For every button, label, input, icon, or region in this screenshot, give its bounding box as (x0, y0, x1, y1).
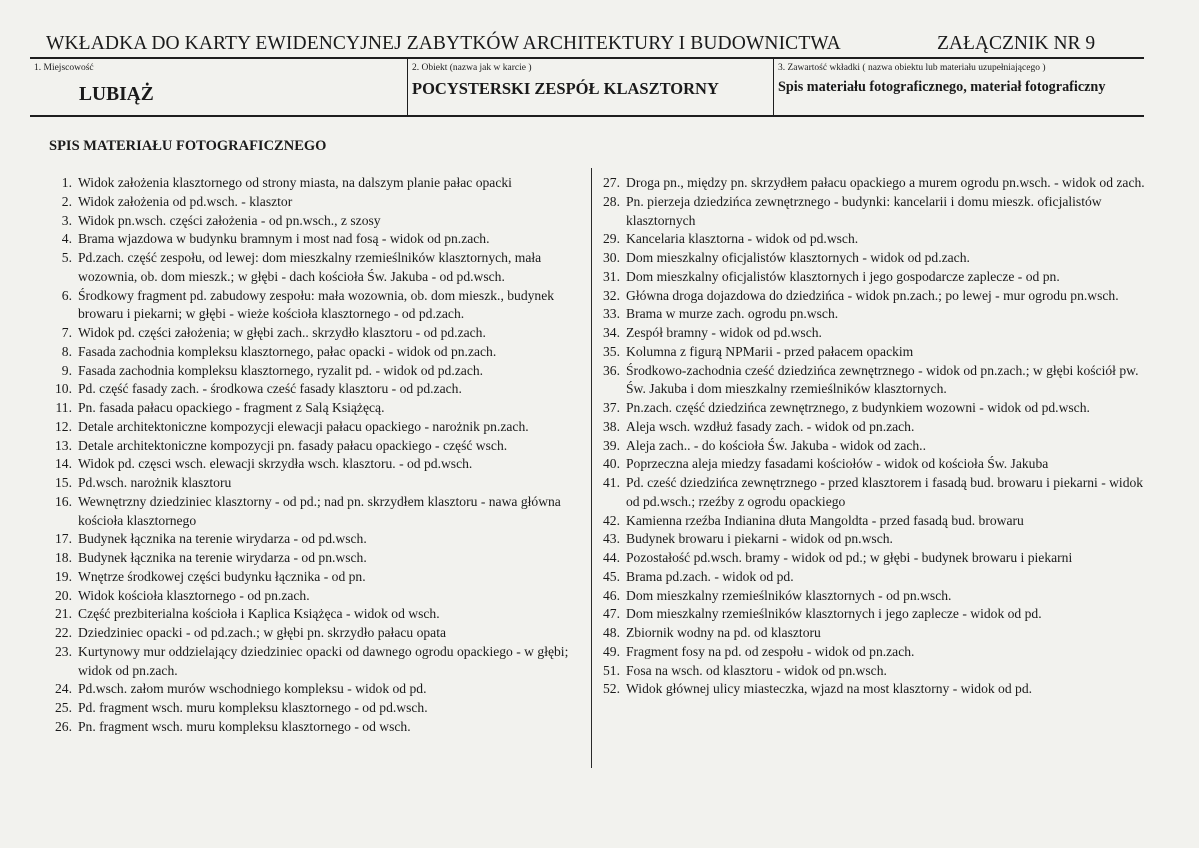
item-number: 5. (61, 250, 72, 265)
locality-label: 1. Miejscowość (34, 63, 94, 73)
item-text: Widok kościoła klasztornego - od pn.zach. (78, 587, 310, 603)
item-number: 49. (603, 643, 620, 659)
item-number: 6. (61, 287, 72, 303)
item-number: 18. (55, 550, 72, 565)
item-text: Kamienna rzeźba Indianina dłuta Mangoldta - przed fasadą bud. browaru (626, 512, 1024, 528)
item-text: Zbiornik wodny na pd. od klasztoru (626, 625, 821, 640)
list-item (46, 212, 586, 231)
item-text: Detale architektoniczne kompozycji elewacji pałacu opackiego - narożnik pn.zach. (78, 418, 529, 434)
item-text: Brama w murze zach. ogrodu pn.wsch. (626, 306, 839, 322)
item-text: Detale architektoniczne kompozycji pn. fasady pałacu opackiego - część wsch. (78, 437, 508, 453)
item-text: Pd.wsch. narożnik klasztoru (78, 475, 232, 490)
list-item (46, 455, 586, 474)
list-item (594, 418, 1146, 437)
list-item (594, 624, 1146, 643)
list-item (594, 512, 1146, 531)
list-item (46, 193, 586, 212)
list-item (46, 249, 586, 287)
list-item (46, 174, 586, 193)
photo-list-left (46, 174, 586, 737)
item-text: Środkowo-zachodnia cześć dziedzińca zewnętrznego - widok od pn.zach.; w głębi kościół pw. Św. Jakuba i dom mieszkalny rzemieślników klasztornych. (626, 362, 1139, 397)
document-title: WKŁADKA DO KARTY EWIDENCYJNEJ ZABYTKÓW ARCHITEKTURY I BUDOWNICTWA (46, 33, 841, 54)
list-item (594, 230, 1146, 249)
list-item (46, 680, 586, 699)
item-text: Kolumna z figurą NPMarii - przed pałacem opackim (626, 343, 914, 359)
item-number: 7. (61, 325, 72, 340)
list-item (594, 193, 1146, 231)
list-item (46, 699, 586, 718)
item-text: Dom mieszkalny rzemieślników klasztornych i jego zaplecze - widok od pd. (626, 606, 1042, 622)
item-number: 51. (603, 662, 620, 678)
item-text: Widok pd. części założenia; w głębi zach.. skrzydło klasztoru - od pd.zach. (78, 325, 486, 340)
item-text: Budynek łącznika na terenie wirydarza - od pn.wsch. (78, 550, 367, 565)
item-number: 9. (61, 362, 72, 378)
item-number: 16. (55, 493, 72, 509)
list-item (594, 474, 1146, 512)
item-number: 4. (61, 231, 72, 247)
item-text: Pd. fragment wsch. muru kompleksu klasztornego - od pd.wsch. (78, 700, 428, 715)
list-item (46, 437, 586, 456)
item-number: 39. (603, 437, 620, 453)
column-divider (591, 168, 592, 768)
item-text: Wnętrze środkowej części budynku łącznika - od pn. (78, 568, 366, 584)
item-number: 37. (603, 400, 620, 415)
list-item (594, 605, 1146, 624)
item-text: Pozostałość pd.wsch. bramy - widok od pd.; w głębi - budynek browaru i piekarni (626, 550, 1073, 565)
list-item (594, 305, 1146, 324)
item-text: Fosa na wsch. od klasztoru - widok od pn.wsch. (626, 662, 887, 678)
item-number: 43. (603, 531, 620, 547)
item-text: Fasada zachodnia kompleksu klasztornego, ryzalit pd. - widok od pd.zach. (78, 362, 484, 378)
list-item (594, 530, 1146, 549)
content-value: Spis materiału fotograficznego, materiał fotograficzny (778, 79, 1106, 95)
item-number: 26. (55, 718, 72, 734)
item-number: 17. (55, 531, 72, 547)
item-text: Pd.wsch. załom murów wschodniego kompleksu - widok od pd. (78, 681, 427, 697)
item-text: Budynek łącznika na terenie wirydarza - od pd.wsch. (78, 531, 367, 547)
list-item (46, 493, 586, 531)
item-text: Fragment fosy na pd. od zespołu - widok od pn.zach. (626, 643, 915, 659)
item-text: Aleja wsch. wzdłuż fasady zach. - widok od pn.zach. (626, 418, 915, 434)
item-text: Kurtynowy mur oddzielający dziedziniec opacki od dawnego ogrodu opackiego - w głębi; widok od pn.zach. (78, 643, 569, 678)
item-number: 12. (55, 418, 72, 434)
item-text: Pd.zach. część zespołu, od lewej: dom mieszkalny rzemieślników klasztornych, mała wozownia, ob. dom mieszk.; w głębi - dach kościoła Św. Jakuba - od pd.wsch. (78, 250, 542, 284)
list-item (594, 174, 1146, 193)
item-number: 13. (55, 437, 72, 453)
list-item (594, 437, 1146, 456)
item-text: Kancelaria klasztorna - widok od pd.wsch. (626, 231, 859, 247)
item-number: 15. (55, 475, 72, 490)
item-number: 48. (603, 625, 620, 640)
item-number: 41. (603, 475, 620, 490)
item-number: 32. (603, 287, 620, 303)
item-text: Poprzeczna aleja miedzy fasadami kościołów - widok od kościoła Św. Jakuba (626, 456, 1049, 472)
item-text: Dom mieszkalny rzemieślników klasztornych - od pn.wsch. (626, 587, 952, 603)
list-item (594, 343, 1146, 362)
item-text: Widok pd. częsci wsch. elewacji skrzydła wsch. klasztoru. - od pd.wsch. (78, 456, 473, 472)
item-number: 52. (603, 681, 620, 697)
section-heading: SPIS MATERIAŁU FOTOGRAFICZNEGO (49, 138, 327, 154)
item-number: 24. (55, 681, 72, 697)
item-number: 10. (55, 381, 72, 397)
list-item (594, 362, 1146, 400)
header-rule-top (30, 57, 1144, 59)
item-number: 14. (55, 456, 72, 472)
list-item (46, 362, 586, 381)
list-item (46, 568, 586, 587)
item-number: 47. (603, 606, 620, 622)
list-item (46, 624, 586, 643)
item-number: 8. (61, 343, 72, 359)
object-label: 2. Obiekt (nazwa jak w karcie ) (412, 63, 532, 73)
item-text: Pn.zach. część dziedzińca zewnętrznego, z budynkiem wozowni - widok od pd.wsch. (626, 400, 1090, 415)
annex-number: ZAŁĄCZNIK NR 9 (937, 33, 1096, 54)
list-item (594, 568, 1146, 587)
content-label: 3. Zawartość wkładki ( nazwa obiektu lub materiału uzupełniającego ) (778, 63, 1046, 73)
item-number: 25. (55, 700, 72, 715)
item-number: 29. (603, 231, 620, 247)
list-item (46, 418, 586, 437)
list-item (594, 268, 1146, 287)
locality-value: LUBIĄŻ (79, 84, 154, 105)
item-number: 11. (55, 400, 72, 415)
item-number: 22. (55, 625, 72, 640)
item-text: Pn. pierzeja dziedzińca zewnętrznego - budynki: kancelarii i domu mieszk. oficjalistów klasztornych (626, 193, 1102, 228)
item-text: Pn. fragment wsch. muru kompleksu klasztornego - od wsch. (78, 718, 411, 734)
object-value: POCYSTERSKI ZESPÓŁ KLASZTORNY (412, 79, 719, 98)
item-number: 35. (603, 343, 620, 359)
item-text: Pn. fasada pałacu opackiego - fragment z Salą Książęcą. (78, 400, 385, 415)
item-number: 45. (603, 568, 620, 584)
item-text: Droga pn., między pn. skrzydłem pałacu opackiego a murem ogrodu pn.wsch. - widok od zach. (626, 175, 1145, 190)
item-number: 3. (61, 212, 72, 228)
item-text: Brama pd.zach. - widok od pd. (626, 568, 794, 584)
item-text: Widok założenia od pd.wsch. - klasztor (78, 193, 293, 209)
item-number: 42. (603, 512, 620, 528)
item-number: 40. (603, 456, 620, 472)
item-text: Pd. cześć dziedzińca zewnętrznego - przed klasztorem i fasadą bud. browaru i piekarni - widok od pd.wsch.; rzeźby z ogrodu opackiego (626, 475, 1144, 509)
item-number: 38. (603, 418, 620, 434)
item-number: 44. (603, 550, 620, 565)
item-text: Zespół bramny - widok od pd.wsch. (626, 325, 822, 340)
item-number: 20. (55, 587, 72, 603)
item-text: Wewnętrzny dziedziniec klasztorny - od pd.; nad pn. skrzydłem klasztoru - nawa główna kościoła klasztornego (78, 493, 561, 528)
item-text: Aleja zach.. - do kościoła Św. Jakuba - widok od zach.. (626, 437, 926, 453)
item-number: 33. (603, 306, 620, 322)
list-item (594, 549, 1146, 568)
list-item (46, 399, 586, 418)
list-item (46, 287, 586, 325)
item-text: Pd. część fasady zach. - środkowa cześć fasady klasztoru - od pd.zach. (78, 381, 462, 397)
item-text: Widok pn.wsch. części założenia - od pn.wsch., z szosy (78, 212, 381, 228)
list-item (594, 680, 1146, 699)
list-item (46, 380, 586, 399)
field-divider (773, 59, 774, 115)
item-number: 2. (61, 193, 72, 209)
item-number: 30. (603, 250, 620, 265)
list-item (46, 587, 586, 606)
list-item (594, 324, 1146, 343)
item-number: 36. (603, 362, 620, 378)
item-text: Część prezbiterialna kościoła i Kaplica Książęca - widok od wsch. (78, 606, 440, 622)
item-number: 34. (603, 325, 620, 340)
item-text: Budynek browaru i piekarni - widok od pn.wsch. (626, 531, 893, 547)
header-rule-bottom (30, 115, 1144, 117)
list-item (46, 549, 586, 568)
list-item (46, 343, 586, 362)
photo-list-right (594, 174, 1146, 699)
list-item (46, 324, 586, 343)
item-text: Środkowy fragment pd. zabudowy zespołu: mała wozownia, ob. dom mieszk., budynek browaru i piekarni; w głębi - wieże kościoła klasztornego - od pd.zach. (78, 287, 555, 322)
item-text: Widok założenia klasztornego od strony miasta, na dalszym planie pałac opacki (78, 175, 512, 190)
item-number: 46. (603, 587, 620, 603)
list-item (594, 662, 1146, 681)
list-item (594, 587, 1146, 606)
list-item (594, 287, 1146, 306)
item-number: 1. (61, 175, 72, 190)
item-text: Widok głównej ulicy miasteczka, wjazd na most klasztorny - widok od pd. (626, 681, 1033, 697)
item-text: Dziedziniec opacki - od pd.zach.; w głębi pn. skrzydło pałacu opata (78, 625, 447, 640)
item-text: Brama wjazdowa w budynku bramnym i most nad fosą - widok od pn.zach. (78, 231, 490, 247)
field-divider (407, 59, 408, 115)
list-item (594, 249, 1146, 268)
item-text: Dom mieszkalny oficjalistów klasztornych i jego gospodarcze zaplecze - od pn. (626, 268, 1060, 284)
list-item (594, 399, 1146, 418)
list-item (594, 455, 1146, 474)
item-number: 19. (55, 568, 72, 584)
list-item (594, 643, 1146, 662)
item-text: Główna droga dojazdowa do dziedzińca - widok pn.zach.; po lewej - mur ogrodu pn.wsch. (626, 287, 1119, 303)
item-number: 27. (603, 175, 620, 190)
list-item (46, 718, 586, 737)
list-item (46, 474, 586, 493)
item-text: Dom mieszkalny oficjalistów klasztornych - widok od pd.zach. (626, 250, 970, 265)
item-number: 23. (55, 643, 72, 659)
list-item (46, 530, 586, 549)
item-number: 21. (55, 606, 72, 622)
item-number: 28. (603, 193, 620, 209)
list-item (46, 643, 586, 681)
list-item (46, 605, 586, 624)
item-text: Fasada zachodnia kompleksu klasztornego, pałac opacki - widok od pn.zach. (78, 343, 497, 359)
item-number: 31. (603, 268, 620, 284)
list-item (46, 230, 586, 249)
